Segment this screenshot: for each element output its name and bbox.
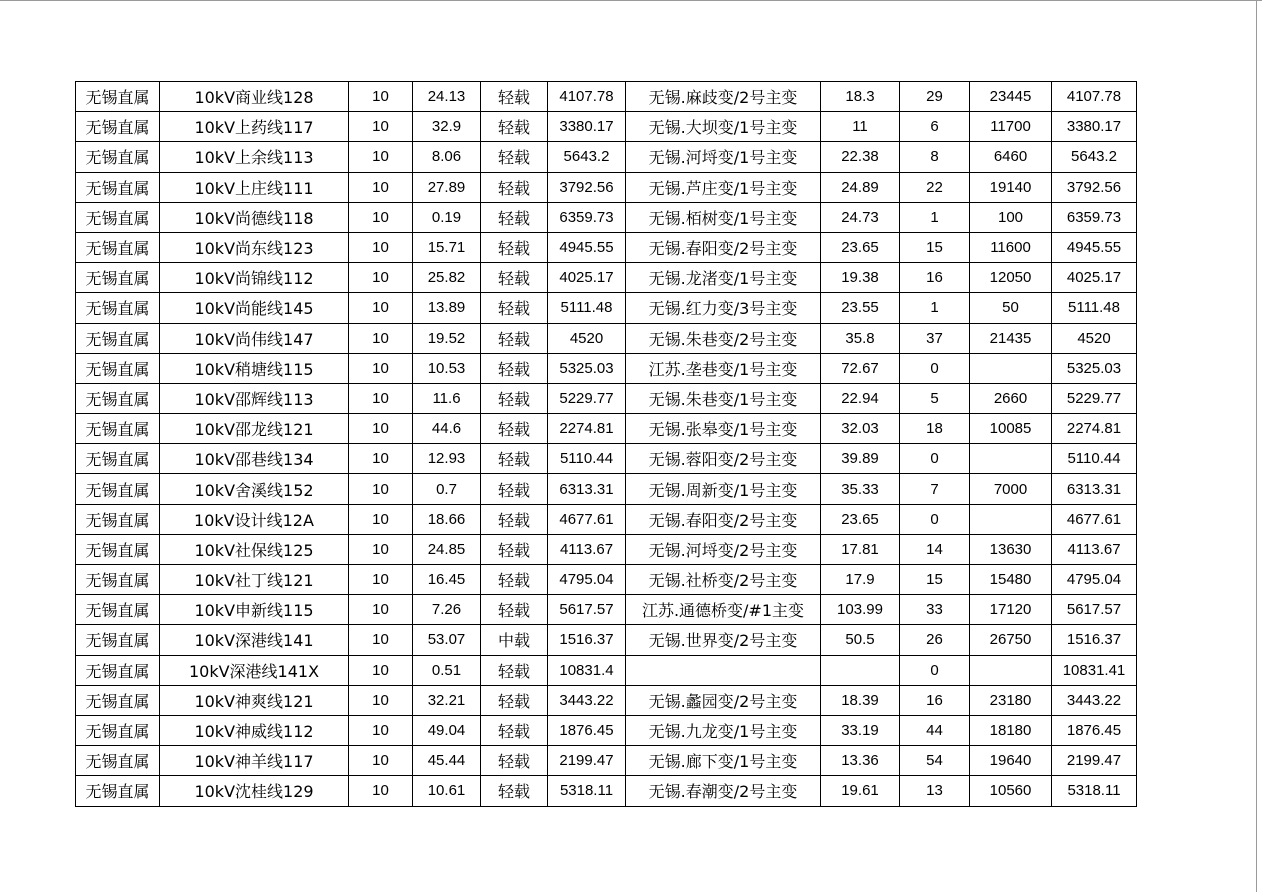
cell-users-capacity	[970, 444, 1052, 474]
cell-count: 22	[900, 172, 970, 202]
cell-load-status: 轻载	[481, 565, 548, 595]
cell-company: 无锡直属	[76, 414, 160, 444]
cell-remaining: 2199.47	[1052, 746, 1137, 776]
cell-count: 16	[900, 685, 970, 715]
cell-capacity: 1876.45	[548, 715, 626, 745]
cell-load-status: 轻载	[481, 202, 548, 232]
cell-voltage: 10	[349, 323, 413, 353]
cell-load-status: 轻载	[481, 323, 548, 353]
table-row	[76, 625, 1137, 655]
cell-transformer-load: 50.5	[821, 625, 900, 655]
cell-capacity: 4520	[548, 323, 626, 353]
cell-load-rate: 32.21	[413, 685, 481, 715]
cell-transformer: 无锡.廊下变/1号主变	[626, 746, 821, 776]
cell-users-capacity: 11600	[970, 232, 1052, 262]
cell-voltage: 10	[349, 414, 413, 444]
cell-remaining: 4025.17	[1052, 263, 1137, 293]
cell-transformer-load: 23.55	[821, 293, 900, 323]
cell-count: 1	[900, 293, 970, 323]
cell-load-status: 轻载	[481, 715, 548, 745]
cell-count: 16	[900, 263, 970, 293]
cell-company: 无锡直属	[76, 746, 160, 776]
cell-count: 0	[900, 353, 970, 383]
cell-voltage: 10	[349, 715, 413, 745]
cell-load-status: 轻载	[481, 746, 548, 776]
cell-capacity: 5325.03	[548, 353, 626, 383]
cell-line-name: 10kV申新线115	[160, 595, 349, 625]
cell-users-capacity: 19640	[970, 746, 1052, 776]
cell-load-rate: 32.9	[413, 112, 481, 142]
cell-count: 15	[900, 232, 970, 262]
cell-count: 7	[900, 474, 970, 504]
cell-transformer: 无锡.栢树变/1号主变	[626, 202, 821, 232]
cell-line-name: 10kV神威线112	[160, 715, 349, 745]
cell-line-name: 10kV邵龙线121	[160, 414, 349, 444]
cell-voltage: 10	[349, 625, 413, 655]
cell-company: 无锡直属	[76, 625, 160, 655]
cell-transformer: 无锡.世界变/2号主变	[626, 625, 821, 655]
cell-transformer-load: 24.89	[821, 172, 900, 202]
cell-line-name: 10kV尚德线118	[160, 202, 349, 232]
cell-capacity: 4945.55	[548, 232, 626, 262]
table-row	[76, 474, 1137, 504]
table-row	[76, 565, 1137, 595]
cell-users-capacity: 11700	[970, 112, 1052, 142]
cell-users-capacity	[970, 504, 1052, 534]
cell-remaining: 3792.56	[1052, 172, 1137, 202]
cell-remaining: 4795.04	[1052, 565, 1137, 595]
table-row	[76, 82, 1137, 112]
cell-load-status: 轻载	[481, 82, 548, 112]
cell-count: 8	[900, 142, 970, 172]
table-row	[76, 655, 1137, 685]
cell-company: 无锡直属	[76, 263, 160, 293]
cell-transformer-load: 23.65	[821, 232, 900, 262]
cell-capacity: 4107.78	[548, 82, 626, 112]
cell-transformer: 无锡.春阳变/2号主变	[626, 232, 821, 262]
cell-voltage: 10	[349, 293, 413, 323]
cell-transformer: 无锡.春潮变/2号主变	[626, 776, 821, 806]
cell-voltage: 10	[349, 202, 413, 232]
cell-remaining: 5325.03	[1052, 353, 1137, 383]
cell-transformer-load: 103.99	[821, 595, 900, 625]
cell-transformer-load: 33.19	[821, 715, 900, 745]
table-row	[76, 504, 1137, 534]
cell-voltage: 10	[349, 685, 413, 715]
cell-users-capacity: 12050	[970, 263, 1052, 293]
cell-voltage: 10	[349, 474, 413, 504]
cell-line-name: 10kV沈桂线129	[160, 776, 349, 806]
cell-users-capacity: 19140	[970, 172, 1052, 202]
cell-transformer-load: 72.67	[821, 353, 900, 383]
table-row	[76, 293, 1137, 323]
cell-capacity: 3380.17	[548, 112, 626, 142]
table-row	[76, 383, 1137, 413]
cell-transformer-load: 22.38	[821, 142, 900, 172]
cell-load-rate: 0.51	[413, 655, 481, 685]
cell-remaining: 1516.37	[1052, 625, 1137, 655]
cell-line-name: 10kV深港线141X	[160, 655, 349, 685]
cell-capacity: 3792.56	[548, 172, 626, 202]
table-row	[76, 414, 1137, 444]
table-row	[76, 263, 1137, 293]
cell-load-rate: 24.13	[413, 82, 481, 112]
cell-count: 33	[900, 595, 970, 625]
cell-transformer-load: 17.9	[821, 565, 900, 595]
cell-load-status: 轻载	[481, 685, 548, 715]
cell-remaining: 4107.78	[1052, 82, 1137, 112]
cell-voltage: 10	[349, 504, 413, 534]
cell-users-capacity: 10560	[970, 776, 1052, 806]
cell-load-status: 轻载	[481, 534, 548, 564]
cell-count: 29	[900, 82, 970, 112]
table-row	[76, 232, 1137, 262]
cell-load-status: 轻载	[481, 595, 548, 625]
cell-capacity: 5617.57	[548, 595, 626, 625]
cell-voltage: 10	[349, 383, 413, 413]
cell-transformer-load: 39.89	[821, 444, 900, 474]
table-row	[76, 202, 1137, 232]
cell-capacity: 4795.04	[548, 565, 626, 595]
cell-count: 0	[900, 504, 970, 534]
cell-capacity: 5110.44	[548, 444, 626, 474]
cell-users-capacity: 21435	[970, 323, 1052, 353]
cell-transformer-load: 18.39	[821, 685, 900, 715]
cell-voltage: 10	[349, 776, 413, 806]
cell-load-rate: 25.82	[413, 263, 481, 293]
cell-line-name: 10kV尚伟线147	[160, 323, 349, 353]
cell-capacity: 3443.22	[548, 685, 626, 715]
cell-line-name: 10kV尚东线123	[160, 232, 349, 262]
cell-load-rate: 18.66	[413, 504, 481, 534]
table-row	[76, 142, 1137, 172]
cell-line-name: 10kV深港线141	[160, 625, 349, 655]
cell-company: 无锡直属	[76, 82, 160, 112]
cell-load-status: 中载	[481, 625, 548, 655]
cell-users-capacity: 10085	[970, 414, 1052, 444]
cell-users-capacity: 50	[970, 293, 1052, 323]
cell-transformer: 无锡.麻歧变/2号主变	[626, 82, 821, 112]
cell-load-status: 轻载	[481, 112, 548, 142]
cell-voltage: 10	[349, 82, 413, 112]
cell-load-rate: 15.71	[413, 232, 481, 262]
cell-load-status: 轻载	[481, 383, 548, 413]
table-row	[76, 746, 1137, 776]
cell-transformer: 无锡.朱巷变/2号主变	[626, 323, 821, 353]
cell-line-name: 10kV商业线128	[160, 82, 349, 112]
cell-users-capacity: 6460	[970, 142, 1052, 172]
cell-load-rate: 45.44	[413, 746, 481, 776]
cell-load-rate: 27.89	[413, 172, 481, 202]
cell-remaining: 5318.11	[1052, 776, 1137, 806]
table-row	[76, 534, 1137, 564]
cell-load-status: 轻载	[481, 353, 548, 383]
cell-line-name: 10kV稍塘线115	[160, 353, 349, 383]
cell-voltage: 10	[349, 444, 413, 474]
cell-capacity: 1516.37	[548, 625, 626, 655]
cell-remaining: 3380.17	[1052, 112, 1137, 142]
cell-remaining: 2274.81	[1052, 414, 1137, 444]
cell-load-rate: 0.7	[413, 474, 481, 504]
cell-load-rate: 44.6	[413, 414, 481, 444]
cell-remaining: 6313.31	[1052, 474, 1137, 504]
cell-company: 无锡直属	[76, 534, 160, 564]
cell-company: 无锡直属	[76, 776, 160, 806]
cell-line-name: 10kV尚锦线112	[160, 263, 349, 293]
cell-capacity: 4677.61	[548, 504, 626, 534]
cell-voltage: 10	[349, 746, 413, 776]
cell-transformer: 无锡.张皋变/1号主变	[626, 414, 821, 444]
cell-voltage: 10	[349, 263, 413, 293]
cell-company: 无锡直属	[76, 353, 160, 383]
cell-load-status: 轻载	[481, 776, 548, 806]
cell-load-rate: 19.52	[413, 323, 481, 353]
cell-load-rate: 7.26	[413, 595, 481, 625]
cell-load-rate: 12.93	[413, 444, 481, 474]
cell-load-status: 轻载	[481, 444, 548, 474]
table-row	[76, 172, 1137, 202]
cell-remaining: 5110.44	[1052, 444, 1137, 474]
cell-transformer	[626, 655, 821, 685]
cell-remaining: 6359.73	[1052, 202, 1137, 232]
cell-transformer: 无锡.蓉阳变/2号主变	[626, 444, 821, 474]
table-row	[76, 444, 1137, 474]
cell-line-name: 10kV神爽线121	[160, 685, 349, 715]
cell-transformer-load: 19.61	[821, 776, 900, 806]
cell-voltage: 10	[349, 112, 413, 142]
cell-users-capacity	[970, 655, 1052, 685]
cell-users-capacity: 17120	[970, 595, 1052, 625]
cell-company: 无锡直属	[76, 655, 160, 685]
cell-transformer-load: 18.3	[821, 82, 900, 112]
cell-users-capacity: 13630	[970, 534, 1052, 564]
cell-voltage: 10	[349, 595, 413, 625]
page-right-border	[1256, 0, 1257, 892]
cell-transformer: 无锡.蠡园变/2号主变	[626, 685, 821, 715]
cell-voltage: 10	[349, 534, 413, 564]
cell-company: 无锡直属	[76, 565, 160, 595]
cell-capacity: 2199.47	[548, 746, 626, 776]
cell-count: 44	[900, 715, 970, 745]
cell-count: 18	[900, 414, 970, 444]
cell-company: 无锡直属	[76, 202, 160, 232]
cell-transformer: 江苏.垄巷变/1号主变	[626, 353, 821, 383]
cell-count: 0	[900, 444, 970, 474]
cell-company: 无锡直属	[76, 595, 160, 625]
table-row	[76, 323, 1137, 353]
cell-transformer: 无锡.河埒变/2号主变	[626, 534, 821, 564]
cell-company: 无锡直属	[76, 504, 160, 534]
cell-count: 26	[900, 625, 970, 655]
cell-count: 5	[900, 383, 970, 413]
cell-remaining: 5111.48	[1052, 293, 1137, 323]
cell-line-name: 10kV舍溪线152	[160, 474, 349, 504]
cell-load-rate: 0.19	[413, 202, 481, 232]
cell-transformer-load: 22.94	[821, 383, 900, 413]
cell-company: 无锡直属	[76, 715, 160, 745]
cell-users-capacity: 2660	[970, 383, 1052, 413]
cell-line-name: 10kV神羊线117	[160, 746, 349, 776]
cell-load-rate: 49.04	[413, 715, 481, 745]
cell-company: 无锡直属	[76, 142, 160, 172]
cell-remaining: 3443.22	[1052, 685, 1137, 715]
cell-transformer: 无锡.社桥变/2号主变	[626, 565, 821, 595]
cell-load-status: 轻载	[481, 232, 548, 262]
cell-capacity: 4025.17	[548, 263, 626, 293]
cell-remaining: 5229.77	[1052, 383, 1137, 413]
cell-transformer: 无锡.芦庄变/1号主变	[626, 172, 821, 202]
cell-load-status: 轻载	[481, 263, 548, 293]
cell-load-status: 轻载	[481, 414, 548, 444]
cell-users-capacity: 26750	[970, 625, 1052, 655]
table-row	[76, 353, 1137, 383]
cell-load-status: 轻载	[481, 142, 548, 172]
cell-capacity: 5643.2	[548, 142, 626, 172]
cell-transformer-load: 24.73	[821, 202, 900, 232]
cell-voltage: 10	[349, 172, 413, 202]
cell-voltage: 10	[349, 232, 413, 262]
cell-line-name: 10kV邵巷线134	[160, 444, 349, 474]
cell-voltage: 10	[349, 565, 413, 595]
cell-transformer: 无锡.河埒变/1号主变	[626, 142, 821, 172]
cell-transformer-load: 17.81	[821, 534, 900, 564]
cell-voltage: 10	[349, 655, 413, 685]
cell-capacity: 6313.31	[548, 474, 626, 504]
cell-capacity: 4113.67	[548, 534, 626, 564]
cell-transformer-load: 35.33	[821, 474, 900, 504]
cell-capacity: 10831.4	[548, 655, 626, 685]
cell-count: 13	[900, 776, 970, 806]
cell-users-capacity: 23180	[970, 685, 1052, 715]
cell-load-status: 轻载	[481, 655, 548, 685]
cell-users-capacity	[970, 353, 1052, 383]
cell-capacity: 2274.81	[548, 414, 626, 444]
cell-load-rate: 10.53	[413, 353, 481, 383]
cell-company: 无锡直属	[76, 232, 160, 262]
cell-load-rate: 16.45	[413, 565, 481, 595]
cell-users-capacity: 23445	[970, 82, 1052, 112]
cell-capacity: 6359.73	[548, 202, 626, 232]
cell-transformer: 无锡.龙渚变/1号主变	[626, 263, 821, 293]
cell-load-status: 轻载	[481, 293, 548, 323]
cell-count: 15	[900, 565, 970, 595]
cell-voltage: 10	[349, 353, 413, 383]
cell-capacity: 5318.11	[548, 776, 626, 806]
cell-transformer: 无锡.春阳变/2号主变	[626, 504, 821, 534]
cell-transformer: 无锡.九龙变/1号主变	[626, 715, 821, 745]
cell-company: 无锡直属	[76, 293, 160, 323]
cell-capacity: 5229.77	[548, 383, 626, 413]
cell-remaining: 4677.61	[1052, 504, 1137, 534]
cell-company: 无锡直属	[76, 685, 160, 715]
cell-remaining: 5643.2	[1052, 142, 1137, 172]
cell-remaining: 4113.67	[1052, 534, 1137, 564]
table-row	[76, 715, 1137, 745]
cell-count: 1	[900, 202, 970, 232]
cell-line-name: 10kV邵辉线113	[160, 383, 349, 413]
page-top-border	[0, 0, 1262, 1]
cell-company: 无锡直属	[76, 474, 160, 504]
table-body	[76, 82, 1137, 807]
cell-line-name: 10kV尚能线145	[160, 293, 349, 323]
table-row	[76, 112, 1137, 142]
cell-users-capacity: 7000	[970, 474, 1052, 504]
cell-remaining: 4945.55	[1052, 232, 1137, 262]
feeder-load-table	[75, 81, 1137, 807]
cell-line-name: 10kV设计线12A	[160, 504, 349, 534]
cell-company: 无锡直属	[76, 172, 160, 202]
cell-line-name: 10kV社保线125	[160, 534, 349, 564]
cell-company: 无锡直属	[76, 383, 160, 413]
cell-load-status: 轻载	[481, 504, 548, 534]
cell-capacity: 5111.48	[548, 293, 626, 323]
cell-count: 54	[900, 746, 970, 776]
cell-transformer: 无锡.周新变/1号主变	[626, 474, 821, 504]
cell-count: 37	[900, 323, 970, 353]
cell-transformer: 无锡.朱巷变/1号主变	[626, 383, 821, 413]
cell-load-rate: 11.6	[413, 383, 481, 413]
cell-load-rate: 8.06	[413, 142, 481, 172]
cell-company: 无锡直属	[76, 112, 160, 142]
cell-load-rate: 13.89	[413, 293, 481, 323]
cell-users-capacity: 15480	[970, 565, 1052, 595]
cell-load-rate: 53.07	[413, 625, 481, 655]
cell-remaining: 1876.45	[1052, 715, 1137, 745]
cell-remaining: 4520	[1052, 323, 1137, 353]
cell-transformer: 无锡.大坝变/1号主变	[626, 112, 821, 142]
cell-transformer-load: 11	[821, 112, 900, 142]
cell-transformer-load: 13.36	[821, 746, 900, 776]
cell-users-capacity: 18180	[970, 715, 1052, 745]
cell-transformer-load	[821, 655, 900, 685]
cell-line-name: 10kV上药线117	[160, 112, 349, 142]
cell-transformer-load: 32.03	[821, 414, 900, 444]
cell-remaining: 10831.41	[1052, 655, 1137, 685]
cell-count: 6	[900, 112, 970, 142]
cell-company: 无锡直属	[76, 323, 160, 353]
cell-transformer-load: 19.38	[821, 263, 900, 293]
cell-load-rate: 24.85	[413, 534, 481, 564]
cell-load-status: 轻载	[481, 474, 548, 504]
cell-count: 14	[900, 534, 970, 564]
cell-line-name: 10kV上庄线111	[160, 172, 349, 202]
cell-load-rate: 10.61	[413, 776, 481, 806]
cell-line-name: 10kV上余线113	[160, 142, 349, 172]
cell-company: 无锡直属	[76, 444, 160, 474]
cell-transformer-load: 35.8	[821, 323, 900, 353]
cell-line-name: 10kV社丁线121	[160, 565, 349, 595]
cell-voltage: 10	[349, 142, 413, 172]
cell-load-status: 轻载	[481, 172, 548, 202]
cell-count: 0	[900, 655, 970, 685]
cell-transformer: 无锡.红力变/3号主变	[626, 293, 821, 323]
cell-users-capacity: 100	[970, 202, 1052, 232]
cell-remaining: 5617.57	[1052, 595, 1137, 625]
table-row	[76, 776, 1137, 806]
cell-transformer-load: 23.65	[821, 504, 900, 534]
table-row	[76, 595, 1137, 625]
table-row	[76, 685, 1137, 715]
cell-transformer: 江苏.通德桥变/#1主变	[626, 595, 821, 625]
